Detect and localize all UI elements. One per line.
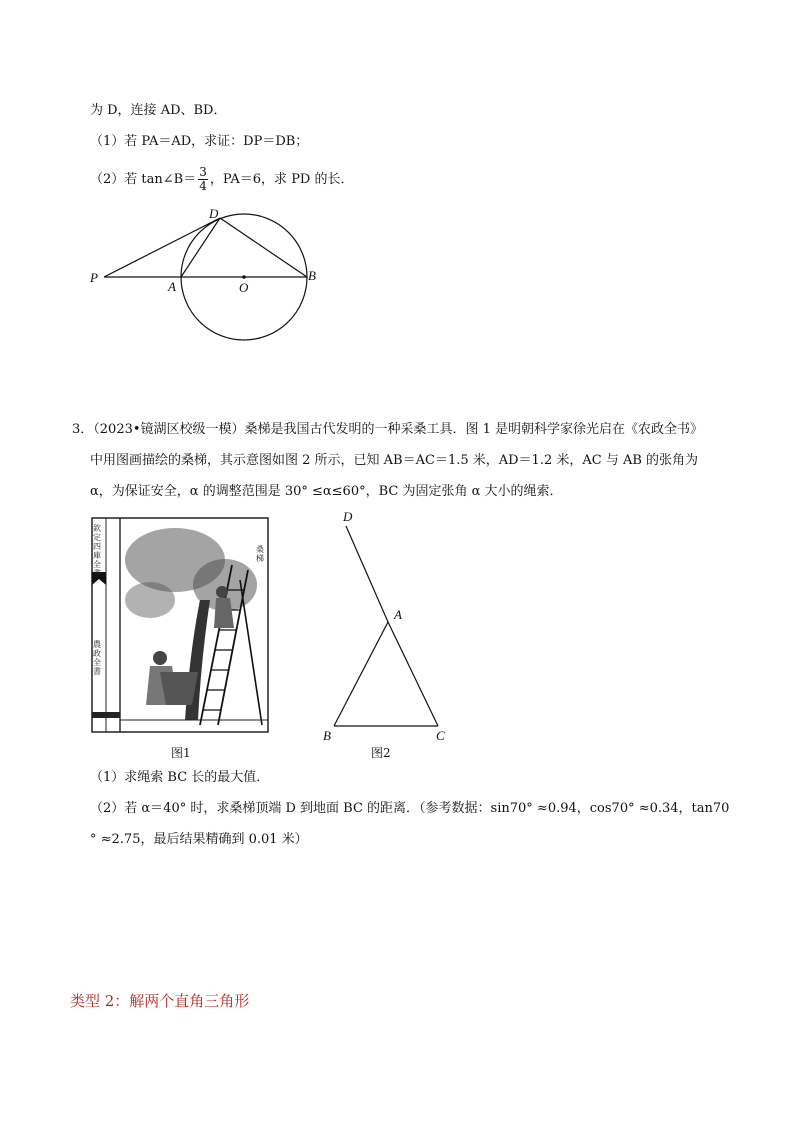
label-a: A [168,279,176,294]
caption-figure2: 图2 [371,746,391,760]
problem3-line2: 中用图画描绘的桑梯，其示意图如图 2 所示，已知 AB＝AC＝1.5 米，AD＝1.2 米，AC 与 AB 的张角为 [90,453,699,468]
section-title: 类型 2：解两个直角三角形 [70,992,250,1010]
label-p: P [90,270,98,285]
part2-suffix: ，PA＝6，求 PD 的长． [209,172,354,187]
part2-prefix: （2）若 tan∠B＝ [90,172,197,187]
segment-da [346,526,388,622]
vertical-book-title: 農政全書 [93,640,101,676]
label-fig2-a: A [394,607,402,622]
corner-label: 桑梯 [256,545,264,563]
caption-figure1: 图1 [171,746,191,760]
fraction-numerator: 3 [199,165,207,179]
question2-line2: ° ≈2.75，最后结果精确到 0.01 米） [90,832,308,847]
vertical-title: 欽定四庫全書 [93,524,101,578]
question2-line1: （2）若 α＝40° 时，求桑梯顶端 D 到地面 BC 的距离．（参考数据：sin70° ≈0.94，cos70° ≈0.34，tan70 [90,801,730,816]
problem2-part1: （1）若 PA＝AD，求证：DP＝DB； [90,134,309,149]
label-fig2-d: D [343,509,353,524]
segment-ac [388,622,438,726]
fraction-denominator: 4 [199,179,207,193]
segment-ab [334,622,388,726]
label-d: D [209,206,219,221]
label-o: O [239,280,249,295]
label-fig2-b: B [323,728,331,743]
problem2-line1: 为 D，连接 AD、BD． [90,103,227,118]
question1: （1）求绳索 BC 长的最大值． [90,770,270,785]
problem3-line1: 3．（2023•镜湖区校级一模）桑梯是我国古代发明的一种采桑工具．图 1 是明朝科学家徐光启在《农政全书》 [72,422,704,437]
problem3-line3: α，为保证安全，α 的调整范围是 30° ≤α≤60°，BC 为固定张角 α 大小的绳索． [90,484,563,499]
label-b: B [308,268,316,283]
label-fig2-c: C [436,728,445,743]
